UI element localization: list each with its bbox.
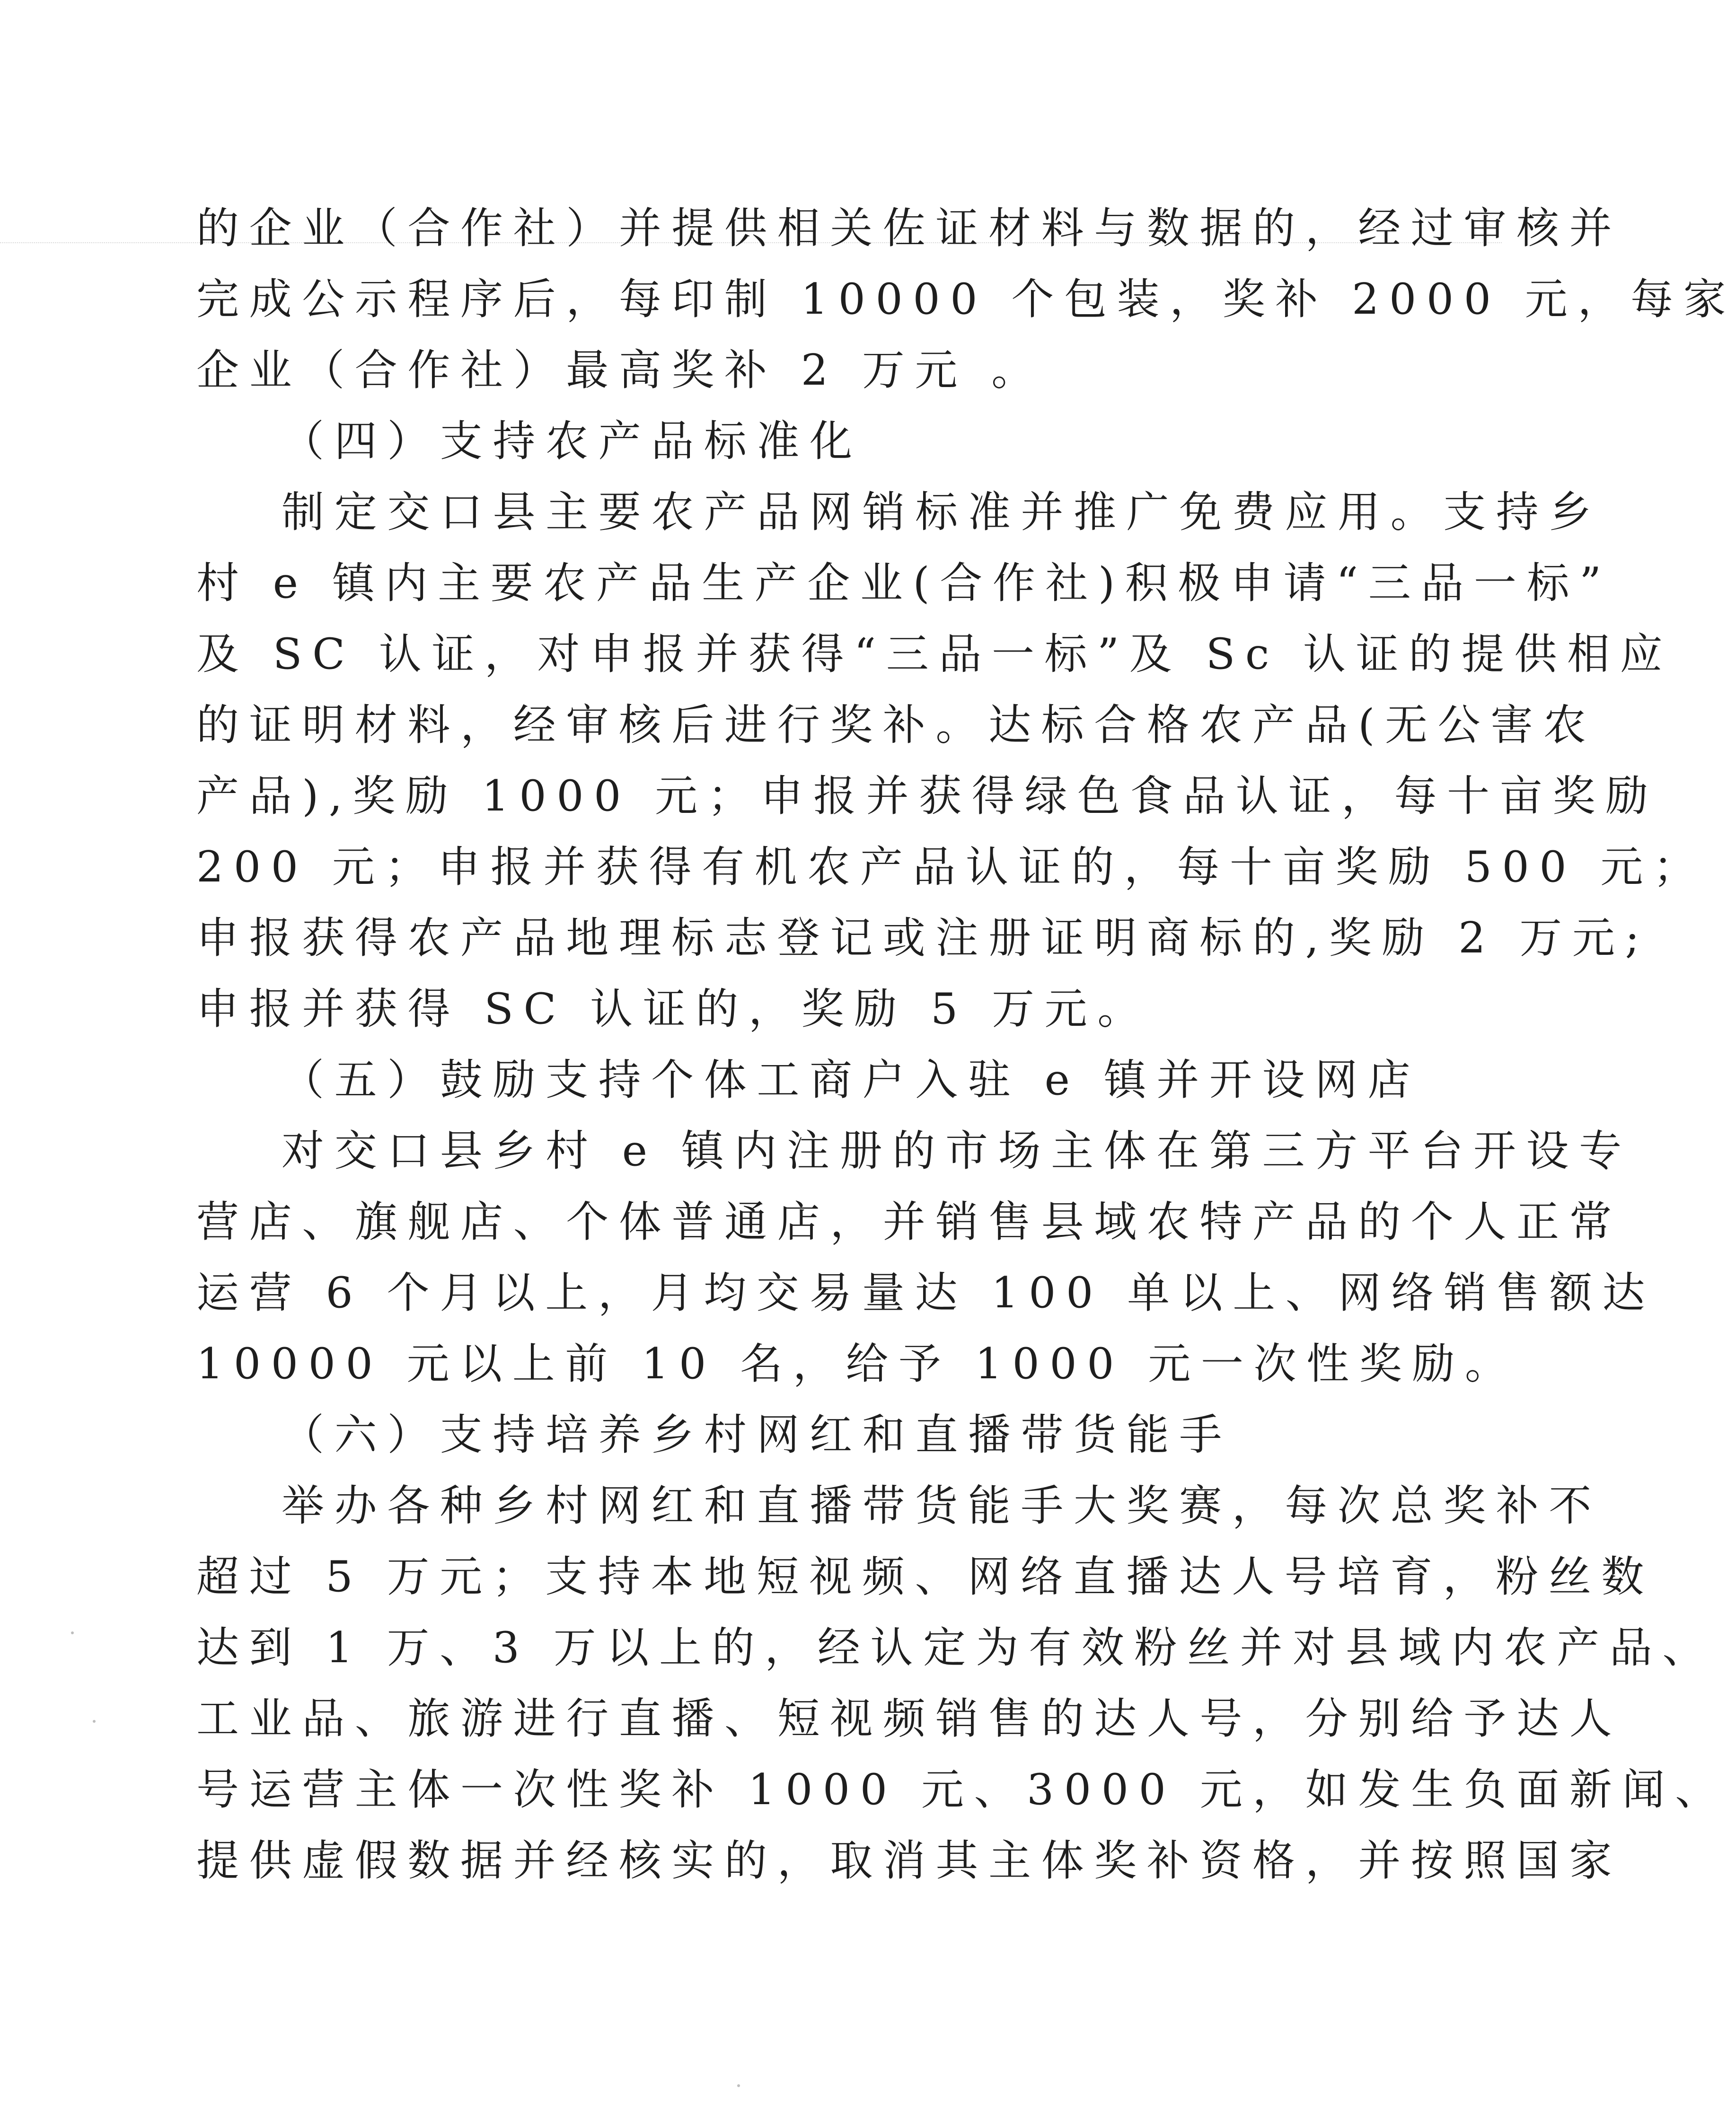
body-line: 村 e 镇内主要农产品生产企业(合作社)积极申请“三品一标” <box>196 558 1612 608</box>
scan-speck <box>737 2084 740 2087</box>
document-body <box>196 193 1736 1896</box>
body-line: 的企业（合作社）并提供相关佐证材料与数据的，经过审核并 <box>196 203 1622 253</box>
section-heading-6: （六）支持培养乡村网红和直播带货能手 <box>282 1410 1232 1460</box>
body-line: 提供虚假数据并经核实的，取消其主体奖补资格，并按照国家 <box>196 1836 1622 1886</box>
body-line: 号运营主体一次性奖补 1000 元、3000 元，如发生负面新闻、 <box>196 1765 1728 1815</box>
body-line: 10000 元以上前 10 名，给予 1000 元一次性奖励。 <box>196 1339 1518 1389</box>
body-line: 营店、旗舰店、个体普通店，并销售县域农特产品的个人正常 <box>196 1197 1622 1247</box>
body-line: 企业（合作社）最高奖补 2 万元 。 <box>196 345 1044 395</box>
scan-speck <box>93 1720 96 1723</box>
body-line: 200 元；申报并获得有机农产品认证的，每十亩奖励 500 元； <box>196 842 1706 892</box>
paragraph-start: 举办各种乡村网红和直播带货能手大奖赛，每次总奖补不 <box>282 1481 1602 1531</box>
body-line: 产品),奖励 1000 元；申报并获得绿色食品认证，每十亩奖励 <box>196 771 1658 821</box>
paragraph-start: 对交口县乡村 e 镇内注册的市场主体在第三方平台开设专 <box>282 1126 1632 1176</box>
paragraph-start: 制定交口县主要农产品网销标准并推广免费应用。支持乡 <box>282 487 1602 537</box>
body-line: 运营 6 个月以上，月均交易量达 100 单以上、网络销售额达 <box>196 1268 1656 1318</box>
scan-speck <box>71 1631 74 1634</box>
body-line: 工业品、旅游进行直播、短视频销售的达人号，分别给予达人 <box>196 1694 1622 1744</box>
body-line: 完成公示程序后，每印制 10000 个包装，奖补 2000 元，每家 <box>196 274 1736 324</box>
body-line: 超过 5 万元；支持本地短视频、网络直播达人号培育，粉丝数 <box>196 1552 1654 1602</box>
section-heading-5: （五）鼓励支持个体工商户入驻 e 镇并开设网店 <box>282 1055 1421 1105</box>
body-line: 的证明材料，经审核后进行奖补。达标合格农产品(无公害农 <box>196 700 1596 750</box>
body-line: 达到 1 万、3 万以上的，经认定为有效粉丝并对县域内农产品、 <box>196 1623 1715 1673</box>
body-line: 申报获得农产品地理标志登记或注册证明商标的,奖励 2 万元; <box>196 913 1650 963</box>
section-heading-4: （四）支持农产品标准化 <box>282 416 863 466</box>
body-line: 申报并获得 SC 认证的，奖励 5 万元。 <box>196 984 1150 1034</box>
body-line: 及 SC 认证，对申报并获得“三品一标”及 Sc 认证的提供相应 <box>196 629 1673 679</box>
